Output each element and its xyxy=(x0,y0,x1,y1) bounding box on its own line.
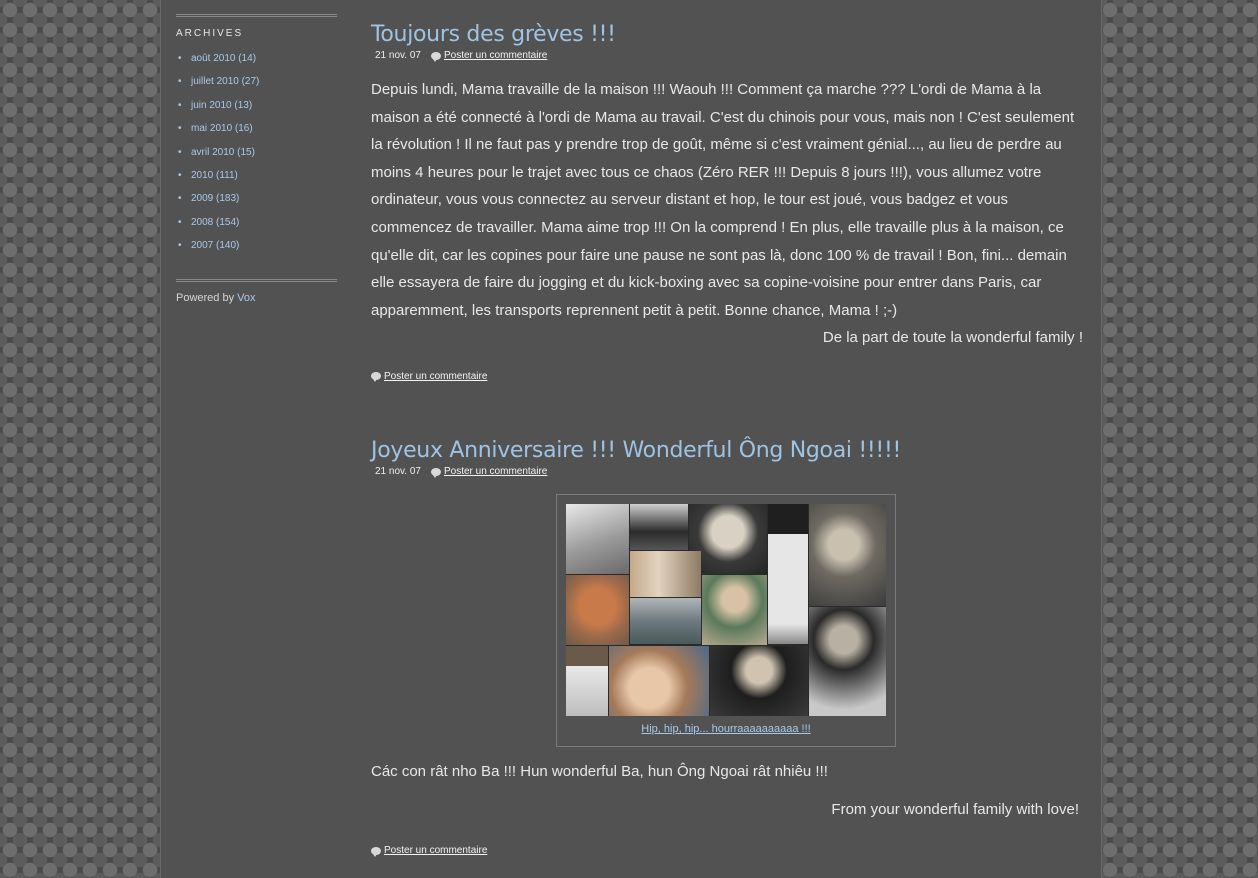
photo-tile xyxy=(609,646,709,716)
sidebar-divider xyxy=(176,14,337,17)
archive-link[interactable]: 2008 (154) xyxy=(191,216,240,228)
archive-link[interactable]: juin 2010 (13) xyxy=(191,99,253,111)
bullet-icon: • xyxy=(178,53,182,64)
footer-comment-link[interactable]: Poster un commentaire xyxy=(384,845,488,856)
footer-comment-link[interactable]: Poster un commentaire xyxy=(384,370,488,382)
archive-link[interactable]: 2010 (111) xyxy=(191,170,238,182)
photo-tile xyxy=(702,575,767,645)
sidebar xyxy=(176,14,337,304)
post-meta xyxy=(375,466,1083,477)
post-comment-link[interactable]: Poster un commentaire xyxy=(443,50,548,61)
archive-list xyxy=(176,47,337,258)
archive-item xyxy=(176,141,337,164)
photo-tile xyxy=(630,551,701,597)
archive-item xyxy=(176,70,337,93)
post-date: 21 nov. 07 xyxy=(375,50,421,61)
bullet-icon: • xyxy=(178,99,182,111)
photo-tile xyxy=(566,575,629,645)
bullet-icon: • xyxy=(178,76,182,88)
archive-item xyxy=(176,234,337,257)
post-paragraph: Depuis lundi, Mama travaille de la maison !!! Waouh !!! Comment ça marche ??? L'ordi de Mama à la maison a été connecté à l'ordi de Mama au travail. C'est du chinois pour vous, mais non ! C'est seulement la révolution ! Il ne faut pas y prendre trop de goût, même si c'est vraiment génial..., au lieu de perdre au moins 4 heures pour le trajet avec tous ce chaos (Zéro RER !!! Depuis 8 jours !!!), vous allumez votre ordinateur, vous vous connectez au serveur distant et hop, le tour est joué, vous badgez et vous commencez de travailler. Mama aime trop !!! On la comprend ! En plus, elle travaille plus à la maison, ce qu'elle dit, car les copines pour faire une pause ne sont pas là, donc 100 % de travail ! Bon, fini... demain elle essayera de faire du jogging et du kick-boxing avec sa copine-voisine pour entrer dans Paris, car apparemment, les transports reprennent petit à petit. Bonne chance, Mama ! ;-) xyxy=(371,81,1075,319)
post-footer xyxy=(371,371,1083,382)
archive-item xyxy=(176,117,337,140)
post xyxy=(371,22,1083,382)
photo-caption xyxy=(557,723,895,735)
post-comment-link[interactable]: Poster un commentaire xyxy=(443,466,548,477)
archive-link[interactable]: 2007 (140) xyxy=(191,240,240,252)
archive-link[interactable]: juillet 2010 (27) xyxy=(191,76,260,88)
archive-link[interactable]: mai 2010 (16) xyxy=(191,123,253,135)
photo-collage[interactable] xyxy=(566,504,886,716)
sidebar-divider xyxy=(176,279,337,282)
photo-tile xyxy=(809,504,886,606)
post-date: 21 nov. 07 xyxy=(375,466,421,477)
vox-link[interactable]: Vox xyxy=(237,291,256,304)
photo-tile xyxy=(809,607,886,716)
archive-item xyxy=(176,211,337,234)
archives-title: ARCHIVES xyxy=(176,28,244,39)
post xyxy=(371,438,1083,856)
photo-tile xyxy=(630,504,688,550)
archive-link[interactable]: avril 2010 (15) xyxy=(191,146,255,158)
photo-tile xyxy=(630,598,701,644)
photo-tile xyxy=(768,504,808,644)
archive-link[interactable]: août 2010 (14) xyxy=(191,53,257,64)
bullet-icon: • xyxy=(178,240,182,252)
archive-item xyxy=(176,187,337,210)
post-footer xyxy=(371,845,1083,856)
post-title[interactable]: Joyeux Anniversaire !!! Wonderful Ông Ngoai !!!!! xyxy=(371,438,901,463)
archive-item xyxy=(176,47,337,70)
post-signature: De la part de toute la wonderful family ! xyxy=(822,329,1083,347)
photo-figure xyxy=(556,494,896,747)
bullet-icon: • xyxy=(178,170,182,182)
post-body xyxy=(371,76,1083,352)
photo-tile xyxy=(566,504,629,574)
powered-by xyxy=(176,292,337,304)
photo-tile xyxy=(566,646,608,716)
comment-bubble-icon xyxy=(371,372,381,380)
comment-bubble-icon xyxy=(431,468,441,476)
bullet-icon: • xyxy=(178,123,182,135)
page-container xyxy=(160,0,1102,878)
post-meta xyxy=(375,50,1083,61)
bullet-icon: • xyxy=(178,193,182,205)
archive-link[interactable]: 2009 (183) xyxy=(191,193,240,205)
bullet-icon: • xyxy=(178,216,182,228)
comment-bubble-icon xyxy=(431,52,441,60)
post-signature: From your wonderful family with love! xyxy=(831,801,1079,818)
bullet-icon: • xyxy=(178,146,182,158)
comment-bubble-icon xyxy=(371,847,381,855)
powered-by-label: Powered by xyxy=(176,291,235,304)
photo-caption-link[interactable]: Hip, hip, hip... hourraaaaaaaaaa !!! xyxy=(641,723,811,735)
archive-item xyxy=(176,94,337,117)
photo-tile xyxy=(710,646,808,716)
post-paragraph: Các con rât nho Ba !!! Hun wonderful Ba, hun Ông Ngoai rât nhiêu !!! xyxy=(371,763,828,780)
archive-item xyxy=(176,164,337,187)
post-title[interactable]: Toujours des grèves !!! xyxy=(371,22,616,47)
main-content xyxy=(371,22,1083,856)
